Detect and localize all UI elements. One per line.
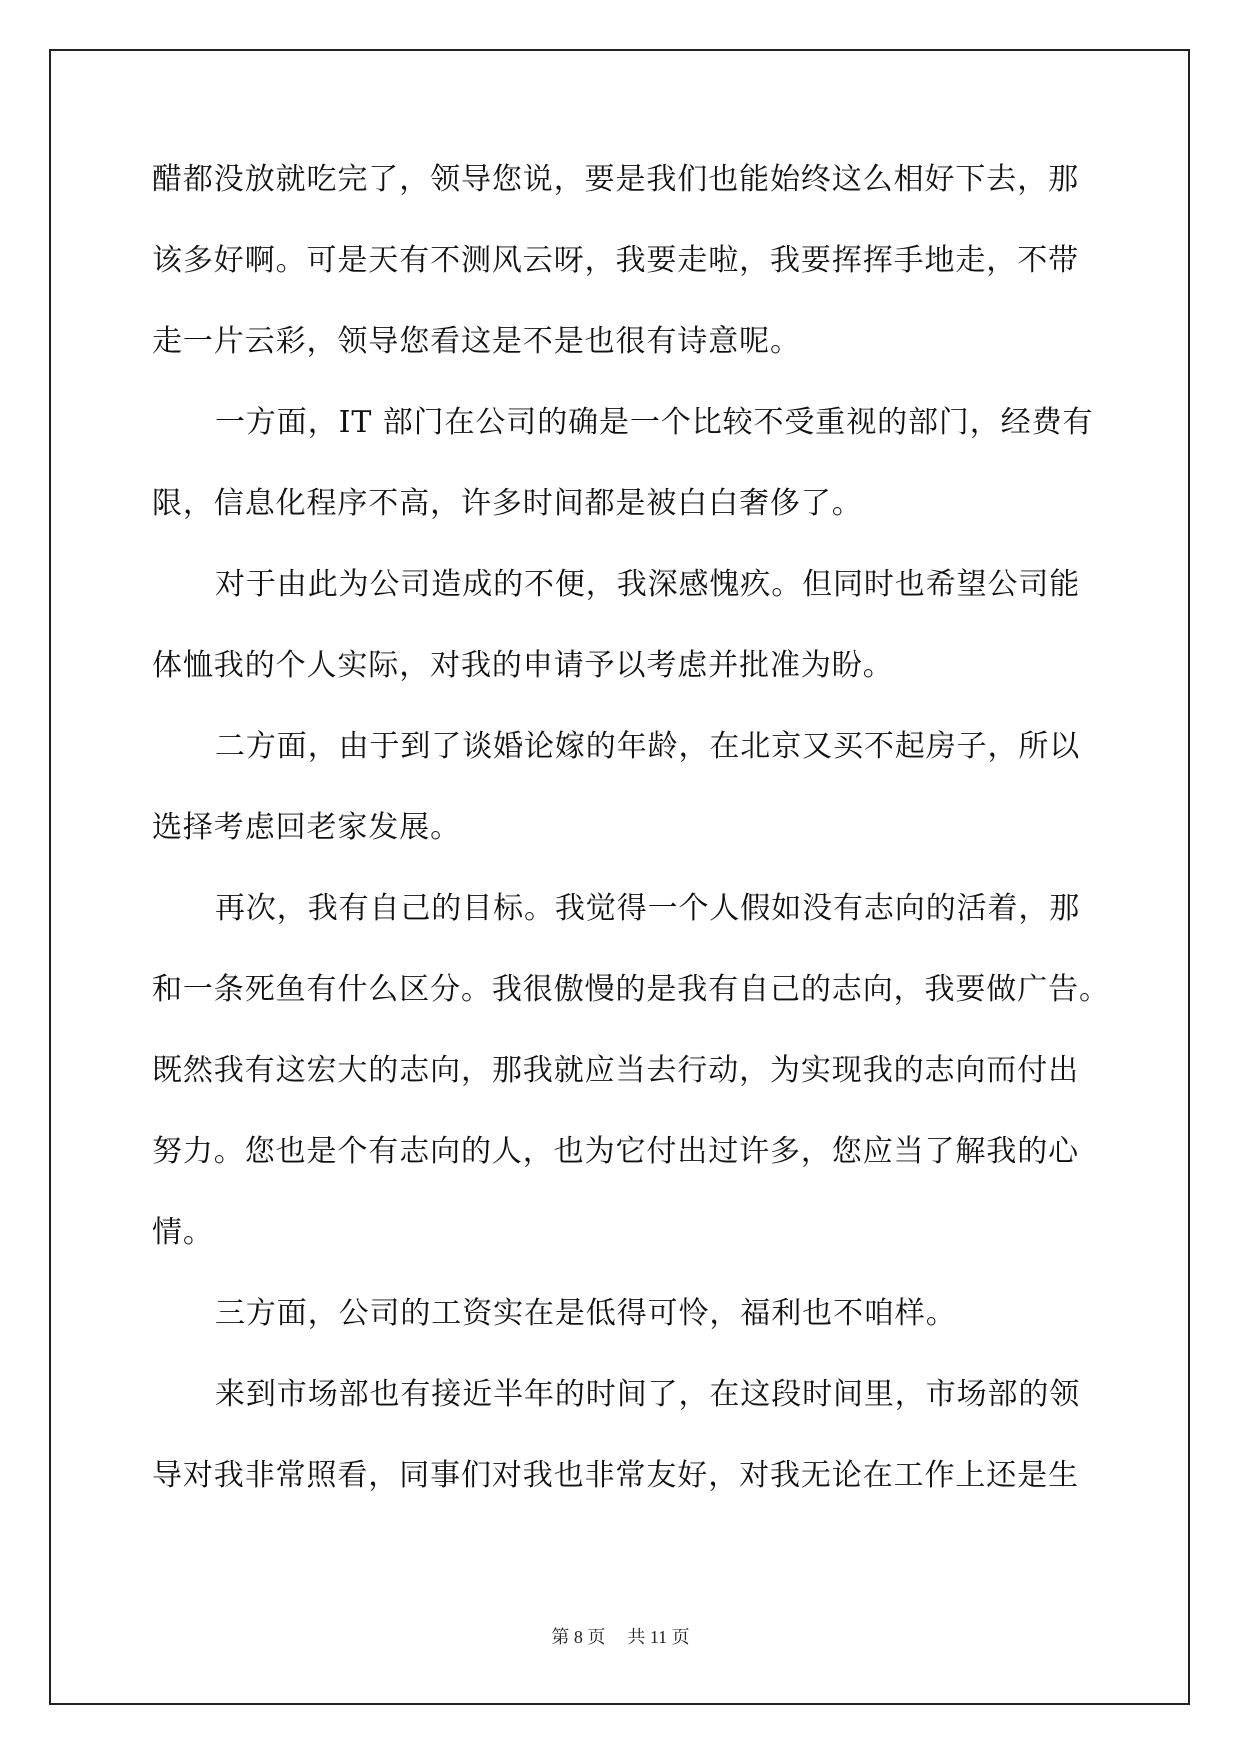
text-line: 限，信息化程序不高，许多时间都是被白白奢侈了。 xyxy=(152,486,863,521)
text-line: 一方面，IT 部门在公司的确是一个比较不受重视的部门，经费有 xyxy=(215,405,1094,440)
page-total: 共 11 页 xyxy=(627,1627,690,1647)
text-line: 导对我非常照看，同事们对我也非常友好，对我无论在工作上还是生 xyxy=(152,1458,1079,1493)
text-line: 体恤我的个人实际，对我的申请予以考虑并批准为盼。 xyxy=(152,648,894,683)
text-line: 情。 xyxy=(152,1215,214,1250)
text-line: 努力。您也是个有志向的人，也为它付出过许多，您应当了解我的心 xyxy=(152,1134,1079,1169)
page-footer xyxy=(0,1623,1241,1649)
text-line: 既然我有这宏大的志向，那我就应当去行动，为实现我的志向而付出 xyxy=(152,1053,1079,1088)
text-line: 再次，我有自己的目标。我觉得一个人假如没有志向的活着，那 xyxy=(215,891,1081,926)
text-line: 来到市场部也有接近半年的时间了，在这段时间里，市场部的领 xyxy=(215,1377,1081,1412)
text-line: 和一条死鱼有什么区分。我很傲慢的是我有自己的志向，我要做广告。 xyxy=(152,972,1110,1007)
text-line: 选择考虑回老家发展。 xyxy=(152,810,461,845)
page-number: 第 8 页 xyxy=(551,1627,606,1647)
text-line: 走一片云彩，领导您看这是不是也很有诗意呢。 xyxy=(152,324,801,359)
text-line: 醋都没放就吃完了，领导您说，要是我们也能始终这么相好下去，那 xyxy=(152,162,1079,197)
text-line: 该多好啊。可是天有不测风云呀，我要走啦，我要挥挥手地走，不带 xyxy=(152,243,1079,278)
text-line: 三方面，公司的工资实在是低得可怜，福利也不咱样。 xyxy=(215,1296,957,1331)
text-line: 二方面，由于到了谈婚论嫁的年龄，在北京又买不起房子，所以 xyxy=(215,729,1081,764)
text-line: 对于由此为公司造成的不便，我深感愧疚。但同时也希望公司能 xyxy=(215,567,1081,602)
document-body xyxy=(152,160,1110,1537)
